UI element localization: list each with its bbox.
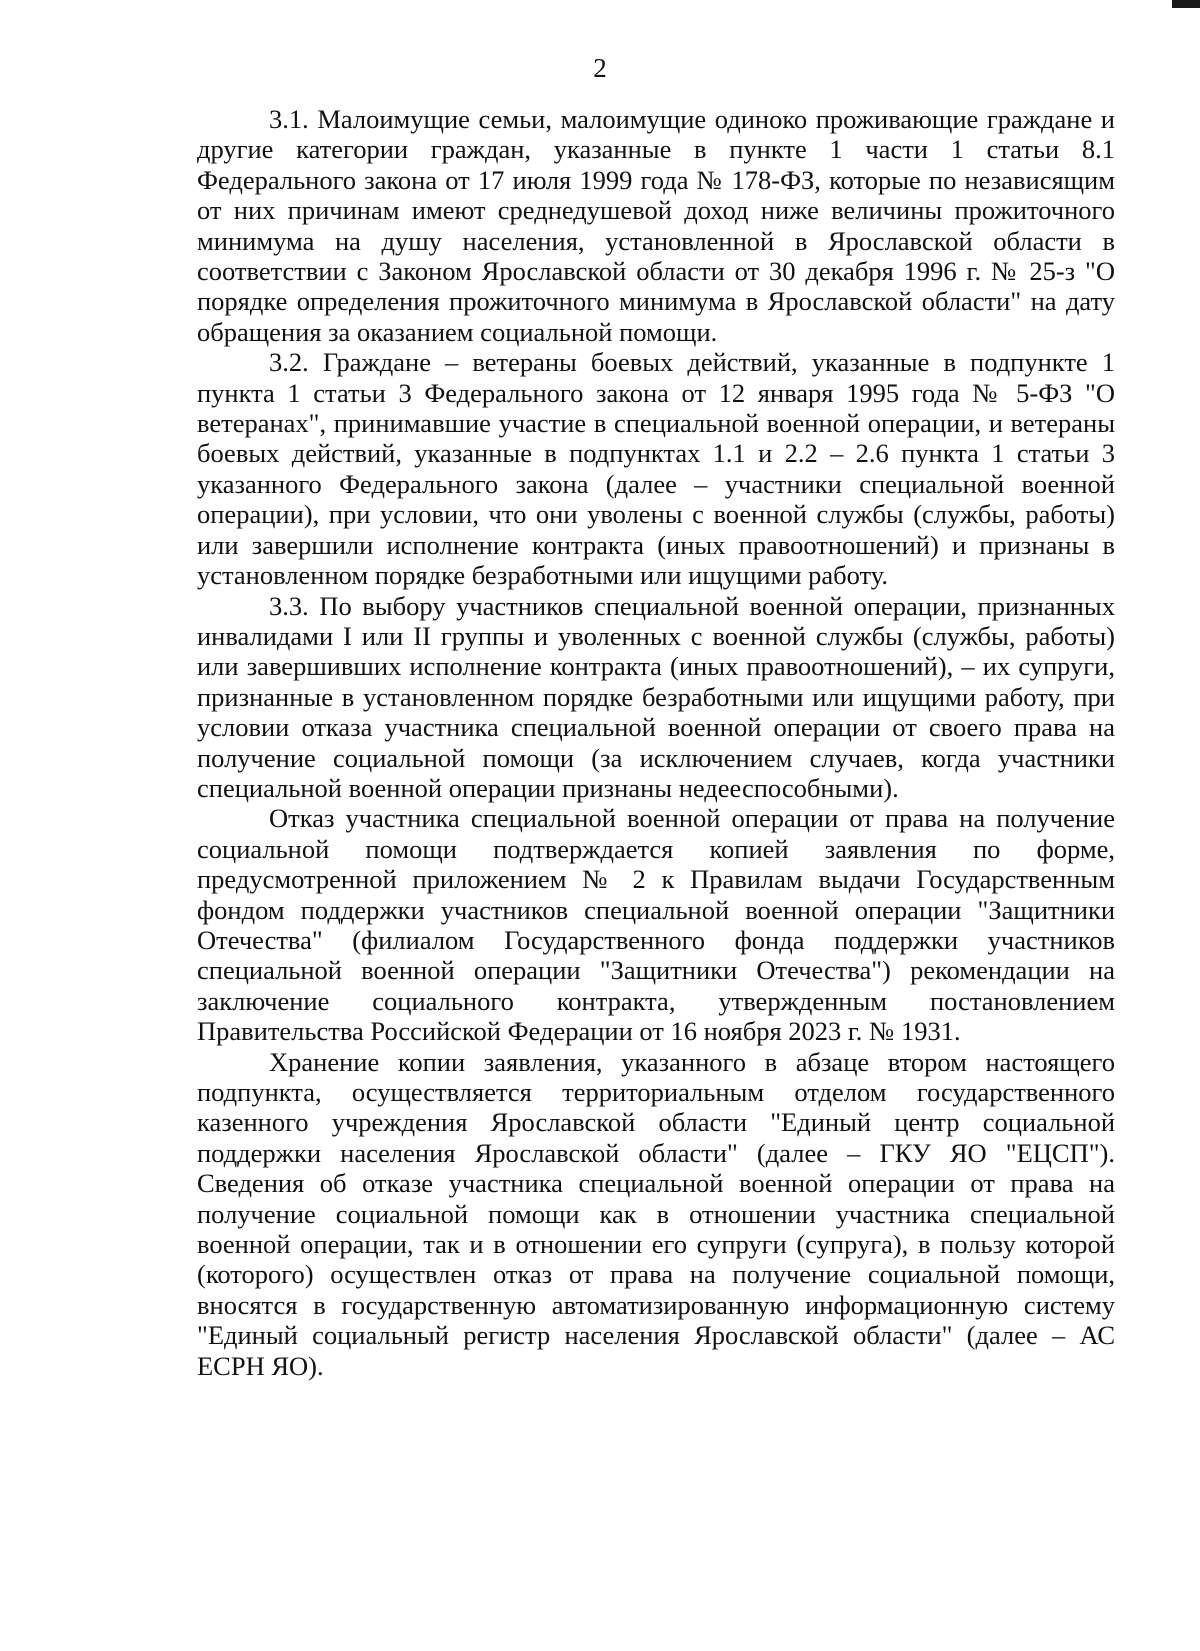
paragraph-copy-storage: Хранение копии заявления, указанного в абзаце втором настоящего подпункта, осуществляется территориальным отделом государственного казенного учреждения Ярославской области "Единый центр социальной поддержки населения Ярославской области" (далее – ГКУ ЯО "ЕЦСП"). Сведения об отказе участника специальной военной операции от права на получение социальной помощи как в отношении участника специальной военной операции, так и в отношении его супруги (супруга), в пользу которой (которого) осуществлен отказ от права на получение социальной помощи, вносятся в государственную автоматизированную информационную систему "Единый социальный регистр населения Ярославской области" (далее – АС ЕСРН ЯО). [197, 1046, 1115, 1381]
paragraph-3-1: 3.1. Малоимущие семьи, малоимущие одиноко проживающие граждане и другие категории граждан, указанные в пункте 1 части 1 статьи 8.1 Федерального закона от 17 июля 1999 года № 178-ФЗ, которые по независящим от них причинам имеют среднедушевой доход ниже величины прожиточного минимума на душу населения, установленной в Ярославской области в соответствии с Законом Ярославской области от 30 декабря 1996 г. № 25-з "О порядке определения прожиточного минимума в Ярославской области" на дату обращения за оказанием социальной помощи. [197, 104, 1115, 347]
paragraph-3-3: 3.3. По выбору участников специальной военной операции, признанных инвалидами I или II группы и уволенных с военной службы (службы, работы) или завершивших исполнение контракта (иных правоотношений), – их супруги, признанные в установленном порядке безработными или ищущими работу, при условии отказа участника специальной военной операции от своего права на получение социальной помощи (за исключением случаев, когда участники специальной военной операции признаны недееспособными). [197, 590, 1115, 803]
paragraph-refusal-confirmation: Отказ участника специальной военной операции от права на получение социальной помощи подтверждается копией заявления по форме, предусмотренной приложением № 2 к Правилам выдачи Государственным фондом поддержки участников специальной военной операции "Защитники Отечества" (филиалом Государственного фонда поддержки участников специальной военной операции "Защитники Отечества") рекомендации на заключение социального контракта, утвержденным постановлением Правительства Российской Федерации от 16 ноября 2023 г. № 1931. [197, 803, 1115, 1047]
document-body [197, 104, 1115, 1381]
scan-edge-mark [1172, 0, 1200, 8]
page-number: 2 [593, 53, 607, 83]
paragraph-3-2: 3.2. Граждане – ветераны боевых действий, указанные в подпункте 1 пункта 1 статьи 3 Федерального закона от 12 января 1995 года № 5-ФЗ "О ветеранах", принимавшие участие в специальной военной операции, и ветераны боевых действий, указанные в подпунктах 1.1 и 2.2 – 2.6 пункта 1 статьи 3 указанного Федерального закона (далее – участники специальной военной операции), при условии, что они уволены с военной службы (службы, работы) или завершили исполнение контракта (иных правоотношений) и признаны в установленном порядке безработными или ищущими работу. [197, 347, 1115, 591]
